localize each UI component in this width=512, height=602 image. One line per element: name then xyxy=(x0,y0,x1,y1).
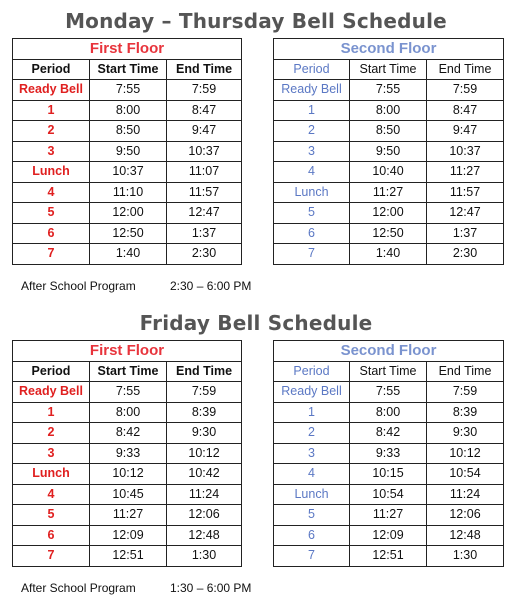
period-cell: Ready Bell xyxy=(13,80,90,101)
table-row xyxy=(274,80,504,101)
end-time-cell: 9:47 xyxy=(427,121,504,142)
period-cell: 2 xyxy=(274,423,350,444)
end-time-cell: 11:57 xyxy=(167,182,242,203)
after-school-label: After School Program xyxy=(21,279,136,293)
table-row xyxy=(13,100,242,121)
period-cell: 1 xyxy=(13,100,90,121)
second-floor-table-friday xyxy=(273,340,504,567)
schedule-title-friday: Friday Bell Schedule xyxy=(139,311,373,335)
table-row xyxy=(274,121,504,142)
table-row xyxy=(274,162,504,183)
end-time-cell: 12:48 xyxy=(167,525,242,546)
table-row xyxy=(13,223,242,244)
table-row xyxy=(13,505,242,526)
column-header: End Time xyxy=(167,59,242,80)
end-time-cell: 10:37 xyxy=(427,141,504,162)
start-time-cell: 7:55 xyxy=(90,382,167,403)
end-time-cell: 8:47 xyxy=(427,100,504,121)
period-cell: Ready Bell xyxy=(13,382,90,403)
table-row xyxy=(274,464,504,485)
end-time-cell: 9:30 xyxy=(167,423,242,444)
second-floor-table-mon-thu xyxy=(273,38,504,265)
column-header: Period xyxy=(274,59,350,80)
end-time-cell: 9:30 xyxy=(427,423,504,444)
start-time-cell: 8:42 xyxy=(90,423,167,444)
start-time-cell: 12:00 xyxy=(350,203,427,224)
end-time-cell: 12:48 xyxy=(427,525,504,546)
column-header: Period xyxy=(13,361,90,382)
period-cell: 7 xyxy=(13,546,90,567)
table-row xyxy=(13,402,242,423)
table-row xyxy=(274,443,504,464)
table-heading: Second Floor xyxy=(274,39,504,60)
after-school-time: 2:30 – 6:00 PM xyxy=(170,279,252,293)
table-row xyxy=(274,505,504,526)
period-cell: Ready Bell xyxy=(274,80,350,101)
table-row xyxy=(274,402,504,423)
end-time-cell: 1:37 xyxy=(167,223,242,244)
table-row xyxy=(13,182,242,203)
end-time-cell: 12:06 xyxy=(167,505,242,526)
start-time-cell: 12:09 xyxy=(90,525,167,546)
period-cell: 6 xyxy=(13,525,90,546)
end-time-cell: 8:39 xyxy=(427,402,504,423)
table-heading: Second Floor xyxy=(274,341,504,362)
end-time-cell: 7:59 xyxy=(167,80,242,101)
table-row xyxy=(13,423,242,444)
start-time-cell: 9:33 xyxy=(350,443,427,464)
table-row xyxy=(13,121,242,142)
table-row xyxy=(274,484,504,505)
table-row xyxy=(13,244,242,265)
column-header: Start Time xyxy=(350,59,427,80)
column-header: End Time xyxy=(167,361,242,382)
start-time-cell: 12:50 xyxy=(90,223,167,244)
after-school-label: After School Program xyxy=(21,581,136,595)
period-cell: 5 xyxy=(13,505,90,526)
end-time-cell: 11:07 xyxy=(167,162,242,183)
start-time-cell: 7:55 xyxy=(90,80,167,101)
end-time-cell: 10:12 xyxy=(427,443,504,464)
first-floor-table-friday xyxy=(12,340,242,567)
table-row xyxy=(13,203,242,224)
table-row xyxy=(13,382,242,403)
table-row xyxy=(274,100,504,121)
end-time-cell: 10:54 xyxy=(427,464,504,485)
end-time-cell: 2:30 xyxy=(427,244,504,265)
end-time-cell: 9:47 xyxy=(167,121,242,142)
start-time-cell: 12:50 xyxy=(350,223,427,244)
table-heading: First Floor xyxy=(13,39,242,60)
period-cell: 1 xyxy=(274,402,350,423)
end-time-cell: 1:30 xyxy=(167,546,242,567)
start-time-cell: 9:50 xyxy=(350,141,427,162)
start-time-cell: 8:00 xyxy=(90,402,167,423)
start-time-cell: 12:00 xyxy=(90,203,167,224)
start-time-cell: 11:27 xyxy=(350,182,427,203)
end-time-cell: 11:27 xyxy=(427,162,504,183)
column-header: End Time xyxy=(427,59,504,80)
end-time-cell: 10:37 xyxy=(167,141,242,162)
start-time-cell: 11:10 xyxy=(90,182,167,203)
table-row xyxy=(274,382,504,403)
table-row xyxy=(274,423,504,444)
period-cell: 1 xyxy=(274,100,350,121)
period-cell: 1 xyxy=(13,402,90,423)
period-cell: 4 xyxy=(274,162,350,183)
start-time-cell: 1:40 xyxy=(350,244,427,265)
start-time-cell: 8:00 xyxy=(350,402,427,423)
start-time-cell: 10:37 xyxy=(90,162,167,183)
start-time-cell: 11:27 xyxy=(90,505,167,526)
table-row xyxy=(274,244,504,265)
start-time-cell: 11:27 xyxy=(350,505,427,526)
table-row xyxy=(13,525,242,546)
column-header: Period xyxy=(13,59,90,80)
end-time-cell: 7:59 xyxy=(427,80,504,101)
period-cell: Lunch xyxy=(274,484,350,505)
end-time-cell: 12:06 xyxy=(427,505,504,526)
period-cell: Ready Bell xyxy=(274,382,350,403)
column-header: Start Time xyxy=(90,361,167,382)
end-time-cell: 8:47 xyxy=(167,100,242,121)
start-time-cell: 8:50 xyxy=(350,121,427,142)
start-time-cell: 8:00 xyxy=(350,100,427,121)
end-time-cell: 1:30 xyxy=(427,546,504,567)
end-time-cell: 7:59 xyxy=(167,382,242,403)
first-floor-table-mon-thu xyxy=(12,38,242,265)
table-row xyxy=(274,525,504,546)
end-time-cell: 10:12 xyxy=(167,443,242,464)
start-time-cell: 7:55 xyxy=(350,382,427,403)
table-row xyxy=(274,203,504,224)
start-time-cell: 9:33 xyxy=(90,443,167,464)
period-cell: Lunch xyxy=(274,182,350,203)
start-time-cell: 10:45 xyxy=(90,484,167,505)
start-time-cell: 12:09 xyxy=(350,525,427,546)
period-cell: 5 xyxy=(13,203,90,224)
period-cell: 2 xyxy=(13,121,90,142)
period-cell: Lunch xyxy=(13,162,90,183)
end-time-cell: 2:30 xyxy=(167,244,242,265)
after-school-line-mon-thu xyxy=(21,279,252,293)
table-row xyxy=(274,546,504,567)
table-row xyxy=(13,162,242,183)
end-time-cell: 12:47 xyxy=(167,203,242,224)
after-school-line-friday xyxy=(21,581,252,595)
period-cell: 2 xyxy=(274,121,350,142)
end-time-cell: 1:37 xyxy=(427,223,504,244)
period-cell: 3 xyxy=(13,443,90,464)
start-time-cell: 8:50 xyxy=(90,121,167,142)
end-time-cell: 8:39 xyxy=(167,402,242,423)
column-header: Start Time xyxy=(350,361,427,382)
period-cell: 4 xyxy=(274,464,350,485)
period-cell: 5 xyxy=(274,203,350,224)
table-heading: First Floor xyxy=(13,341,242,362)
column-header: Start Time xyxy=(90,59,167,80)
period-cell: 2 xyxy=(13,423,90,444)
start-time-cell: 10:54 xyxy=(350,484,427,505)
table-row xyxy=(274,182,504,203)
table-row xyxy=(274,141,504,162)
period-cell: 6 xyxy=(274,525,350,546)
table-row xyxy=(13,546,242,567)
period-cell: 7 xyxy=(13,244,90,265)
start-time-cell: 8:00 xyxy=(90,100,167,121)
period-cell: 3 xyxy=(274,443,350,464)
end-time-cell: 11:24 xyxy=(427,484,504,505)
period-cell: 4 xyxy=(13,182,90,203)
table-row xyxy=(13,141,242,162)
table-row xyxy=(13,464,242,485)
period-cell: 6 xyxy=(274,223,350,244)
start-time-cell: 10:15 xyxy=(350,464,427,485)
period-cell: 3 xyxy=(13,141,90,162)
column-header: Period xyxy=(274,361,350,382)
period-cell: 7 xyxy=(274,546,350,567)
period-cell: 7 xyxy=(274,244,350,265)
start-time-cell: 12:51 xyxy=(350,546,427,567)
end-time-cell: 12:47 xyxy=(427,203,504,224)
schedule-title-mon-thu: Monday – Thursday Bell Schedule xyxy=(65,9,447,33)
end-time-cell: 10:42 xyxy=(167,464,242,485)
start-time-cell: 10:12 xyxy=(90,464,167,485)
end-time-cell: 7:59 xyxy=(427,382,504,403)
end-time-cell: 11:24 xyxy=(167,484,242,505)
end-time-cell: 11:57 xyxy=(427,182,504,203)
after-school-time: 1:30 – 6:00 PM xyxy=(170,581,252,595)
start-time-cell: 10:40 xyxy=(350,162,427,183)
start-time-cell: 9:50 xyxy=(90,141,167,162)
table-row xyxy=(13,484,242,505)
table-row xyxy=(13,80,242,101)
table-row xyxy=(13,443,242,464)
start-time-cell: 7:55 xyxy=(350,80,427,101)
period-cell: Lunch xyxy=(13,464,90,485)
period-cell: 4 xyxy=(13,484,90,505)
column-header: End Time xyxy=(427,361,504,382)
period-cell: 6 xyxy=(13,223,90,244)
table-row xyxy=(274,223,504,244)
period-cell: 3 xyxy=(274,141,350,162)
start-time-cell: 1:40 xyxy=(90,244,167,265)
start-time-cell: 12:51 xyxy=(90,546,167,567)
period-cell: 5 xyxy=(274,505,350,526)
start-time-cell: 8:42 xyxy=(350,423,427,444)
